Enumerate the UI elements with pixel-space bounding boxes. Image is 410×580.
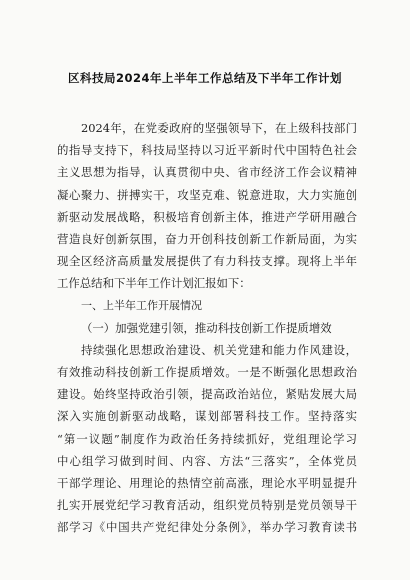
body-text-line: 营造良好创新氛围，奋力开创科技创新工作新局面，为实 <box>57 231 357 246</box>
body-text-line: “第一议题”制度作为政治任务持续抓好，党组理论学习 <box>57 431 357 446</box>
body-text-line: 2024年，在党委政府的坚强领导下，在上级科技部门 <box>81 121 357 135</box>
body-text-line: 新驱动发展战略，积极培育创新主体，推进产学研用融合 <box>57 209 357 224</box>
document-title: 区科技局2024年上半年工作总结及下半年工作计划 <box>67 71 342 85</box>
body-text-line: 扎实开展党纪学习教育活动，组织党员特别是党员领导干 <box>57 498 357 513</box>
body-text-line: （一）加强党建引领，推动科技创新工作提质增效 <box>81 320 332 335</box>
body-text-line: 深入实施创新驱动战略，谋划部署科技工作。坚持落实 <box>57 409 357 424</box>
body-text-line: 一、上半年工作开展情况 <box>81 298 202 312</box>
body-text-line: 现全区经济高质量发展提供了有力科技支撑。现将上半年 <box>57 254 357 269</box>
body-text-line: 有效推动科技创新工作提质增效。一是不断强化思想政治 <box>57 365 357 380</box>
body-text-line: 建设。始终坚持政治引领，提高政治站位，紧贴发展大局 <box>57 387 357 402</box>
body-text-line: 的指导支持下，科技局坚持以习近平新时代中国特色社会 <box>57 143 357 158</box>
body-text-line: 部学习《中国共产党纪律处分条例》，举办学习教育读书 <box>57 520 357 535</box>
document-body <box>57 117 357 539</box>
body-text-line: 干部学理论、用理论的热情空前高涨，理论水平明显提升 <box>57 476 357 490</box>
body-text-line: 凝心聚力、拼搏实干，攻坚克难、锐意进取，大力实施创 <box>57 187 357 202</box>
body-text-line: 持续强化思想政治建设、机关党建和能力作风建设， <box>81 342 357 357</box>
body-text-line: 主义思想为指导，认真贯彻中央、省市经济工作会议精神 <box>57 165 357 180</box>
body-text-line: 工作总结和下半年工作计划汇报如下： <box>57 276 251 291</box>
body-text-line: 中心组学习做到时间、内容、方法“三落实”，全体党员 <box>57 453 357 468</box>
